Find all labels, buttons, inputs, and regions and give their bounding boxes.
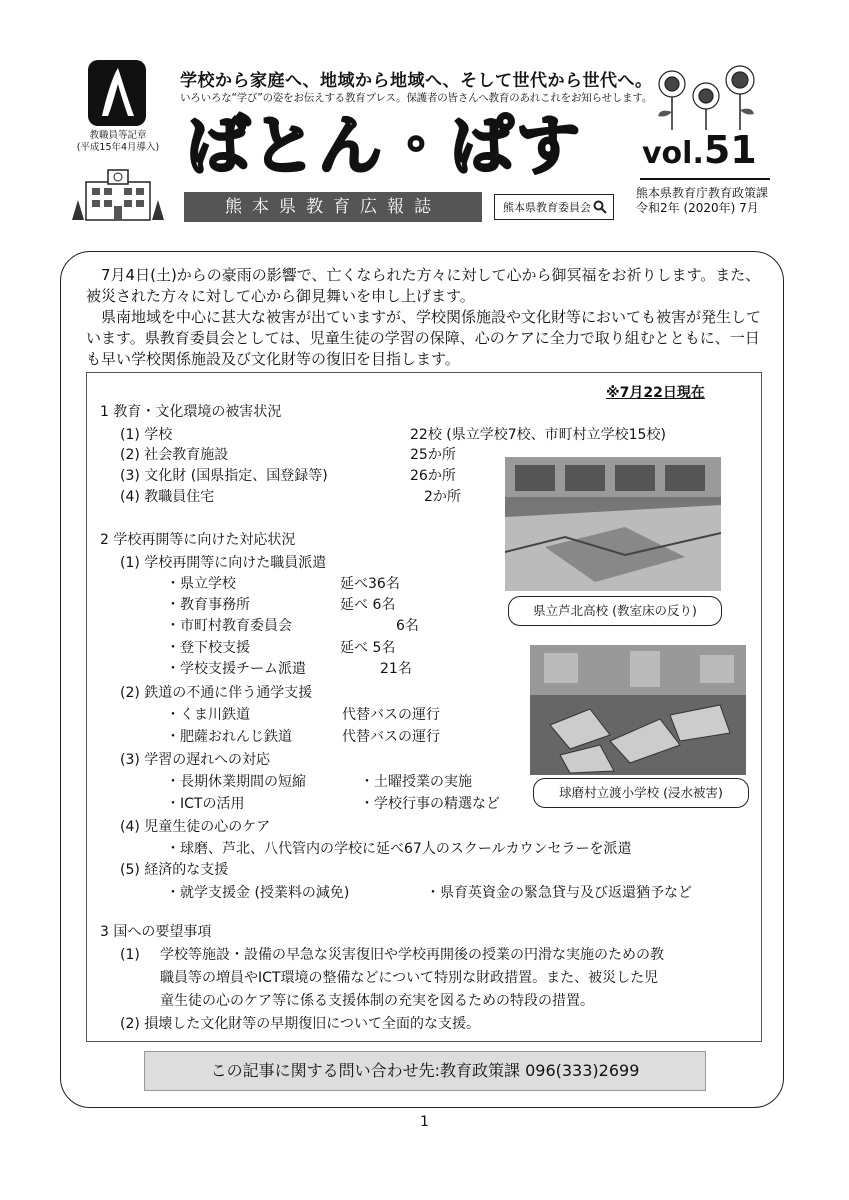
section2-sub5: (5) 経済的な支援 <box>120 862 229 878</box>
dispatch-value-2: 延べ 6名 <box>340 597 396 613</box>
dispatch-label-3: ・市町村教育委員会 <box>166 618 292 634</box>
photo-caption-2: 球磨村立渡小学校 (浸水被害) <box>533 778 749 808</box>
care-item: ・球磨、芦北、八代管内の学校に延べ67人のスクールカウンセラーを派遣 <box>166 841 632 857</box>
damage-label-1: (1) 学校 <box>120 427 173 443</box>
board-search-label: 熊本県教育委員会 <box>503 201 591 214</box>
publication-bar: 熊本県教育広報誌 <box>184 192 482 222</box>
rail-value-2: 代替バスの運行 <box>342 729 440 745</box>
section2-sub1: (1) 学校再開等に向けた職員派遣 <box>120 555 327 571</box>
section3-heading: 3 国への要望事項 <box>100 924 212 940</box>
damage-value-1: 22校 (県立学校7校、市町村立学校15校) <box>410 427 666 443</box>
rail-value-1: 代替バスの運行 <box>342 707 440 723</box>
dispatch-value-4: 延べ 5名 <box>340 640 396 656</box>
photo-caption-1: 県立芦北高校 (教室床の反り) <box>508 596 722 626</box>
section2-sub3: (3) 学習の遅れへの対応 <box>120 752 271 768</box>
subslogan: いろいろな“学び”の姿をお伝えする教育プレス。保護者の皆さんへ教育のあれこれをお知らせします。 <box>180 92 653 104</box>
learning-item-3: ・ICTの活用 <box>166 796 245 812</box>
request-1-label: (1) <box>120 947 140 963</box>
dispatch-value-1: 延べ36名 <box>340 576 400 592</box>
learning-item-4: ・学校行事の精選など <box>360 796 500 812</box>
volume-prefix: vol. <box>642 136 704 171</box>
econ-item-1: ・就学支援金 (授業料の減免) <box>166 885 350 901</box>
contact-bar: この記事に関する問い合わせ先:教育政策課 096(333)2699 <box>144 1051 706 1091</box>
department: 熊本県教育庁教育政策課 <box>636 186 769 200</box>
masthead-title: ばとん・ぱす <box>186 110 582 184</box>
damage-label-2: (2) 社会教育施設 <box>120 447 229 463</box>
dispatch-value-5: 21名 <box>380 661 412 677</box>
dispatch-label-5: ・学校支援チーム派遣 <box>166 661 306 677</box>
damage-value-4: 2か所 <box>424 489 461 505</box>
volume-digits: 51 <box>703 128 757 172</box>
as-of-date: ※7月22日現在 <box>606 385 705 401</box>
damage-label-4: (4) 教職員住宅 <box>120 489 215 505</box>
dispatch-label-2: ・教育事務所 <box>166 597 250 613</box>
rail-label-2: ・肥薩おれんじ鉄道 <box>166 729 292 745</box>
section2-sub2: (2) 鉄道の不通に伴う通学支援 <box>120 685 313 701</box>
slogan: 学校から家庭へ、地域から地域へ、そして世代から世代へ。 <box>180 71 653 91</box>
photo-ashikita-classroom <box>505 457 721 591</box>
emblem-logo <box>88 60 146 126</box>
publisher-info <box>636 186 768 216</box>
divider <box>640 178 770 180</box>
emblem-caption-line1: 教職員等記章 <box>89 130 147 141</box>
intro-paragraph-2: 県南地域を中心に甚大な被害が出ていますが、学校関係施設や文化財等においても被害が発生しています。県教育委員会としては、児童生徒の学習の保障、心のケアに全力で取り組むとともに、一日も早い学校関係施設及び文化財等の復旧を目指します。 <box>86 308 762 368</box>
dispatch-label-4: ・登下校支援 <box>166 640 250 656</box>
search-icon <box>593 200 607 214</box>
page-number: 1 <box>420 1114 429 1130</box>
board-search-box[interactable] <box>494 194 614 220</box>
emblem-caption-line2: (平成15年4月導入) <box>76 142 160 153</box>
section2-heading: 2 学校再開等に向けた対応状況 <box>100 532 296 548</box>
damage-value-2: 25か所 <box>410 447 456 463</box>
sunflower-icon <box>650 60 770 130</box>
section2-sub4: (4) 児童生徒の心のケア <box>120 819 271 835</box>
request-1-line1: 学校等施設・設備の早急な災害復旧や学校再開後の授業の円滑な実施のための教 <box>160 947 664 963</box>
learning-item-2: ・土曜授業の実施 <box>360 774 472 790</box>
volume-number <box>642 128 757 172</box>
section1-heading: 1 教育・文化環境の被害状況 <box>100 404 282 420</box>
econ-item-2: ・県育英資金の緊急貸与及び返還猶予など <box>426 885 692 901</box>
photo-watari-school <box>530 645 746 775</box>
emblem-caption <box>66 130 170 154</box>
request-1-line3: 童生徒の心のケア等に係る支援体制の充実を図るための特段の措置。 <box>160 993 594 1009</box>
rail-label-1: ・くま川鉄道 <box>166 707 250 723</box>
damage-value-3: 26か所 <box>410 468 456 484</box>
request-1-line2: 職員等の増員やICT環境の整備などについて特別な財政措置。また、被災した児 <box>160 970 659 986</box>
request-2: (2) 損壊した文化財等の早期復旧について全面的な支援。 <box>120 1016 480 1032</box>
school-building-icon <box>66 166 170 222</box>
dispatch-value-3: 6名 <box>396 618 419 634</box>
intro-paragraph-1: 7月4日(土)からの豪雨の影響で、亡くなられた方々に対して心から御冥福をお祈りします。また、被災された方々に対して心から御見舞いを申し上げます。 <box>86 266 761 305</box>
dispatch-label-1: ・県立学校 <box>166 576 236 592</box>
issue-date: 令和2年 (2020年) 7月 <box>636 201 759 215</box>
learning-item-1: ・長期休業期間の短縮 <box>166 774 306 790</box>
damage-label-3: (3) 文化財 (国県指定、国登録等) <box>120 468 328 484</box>
